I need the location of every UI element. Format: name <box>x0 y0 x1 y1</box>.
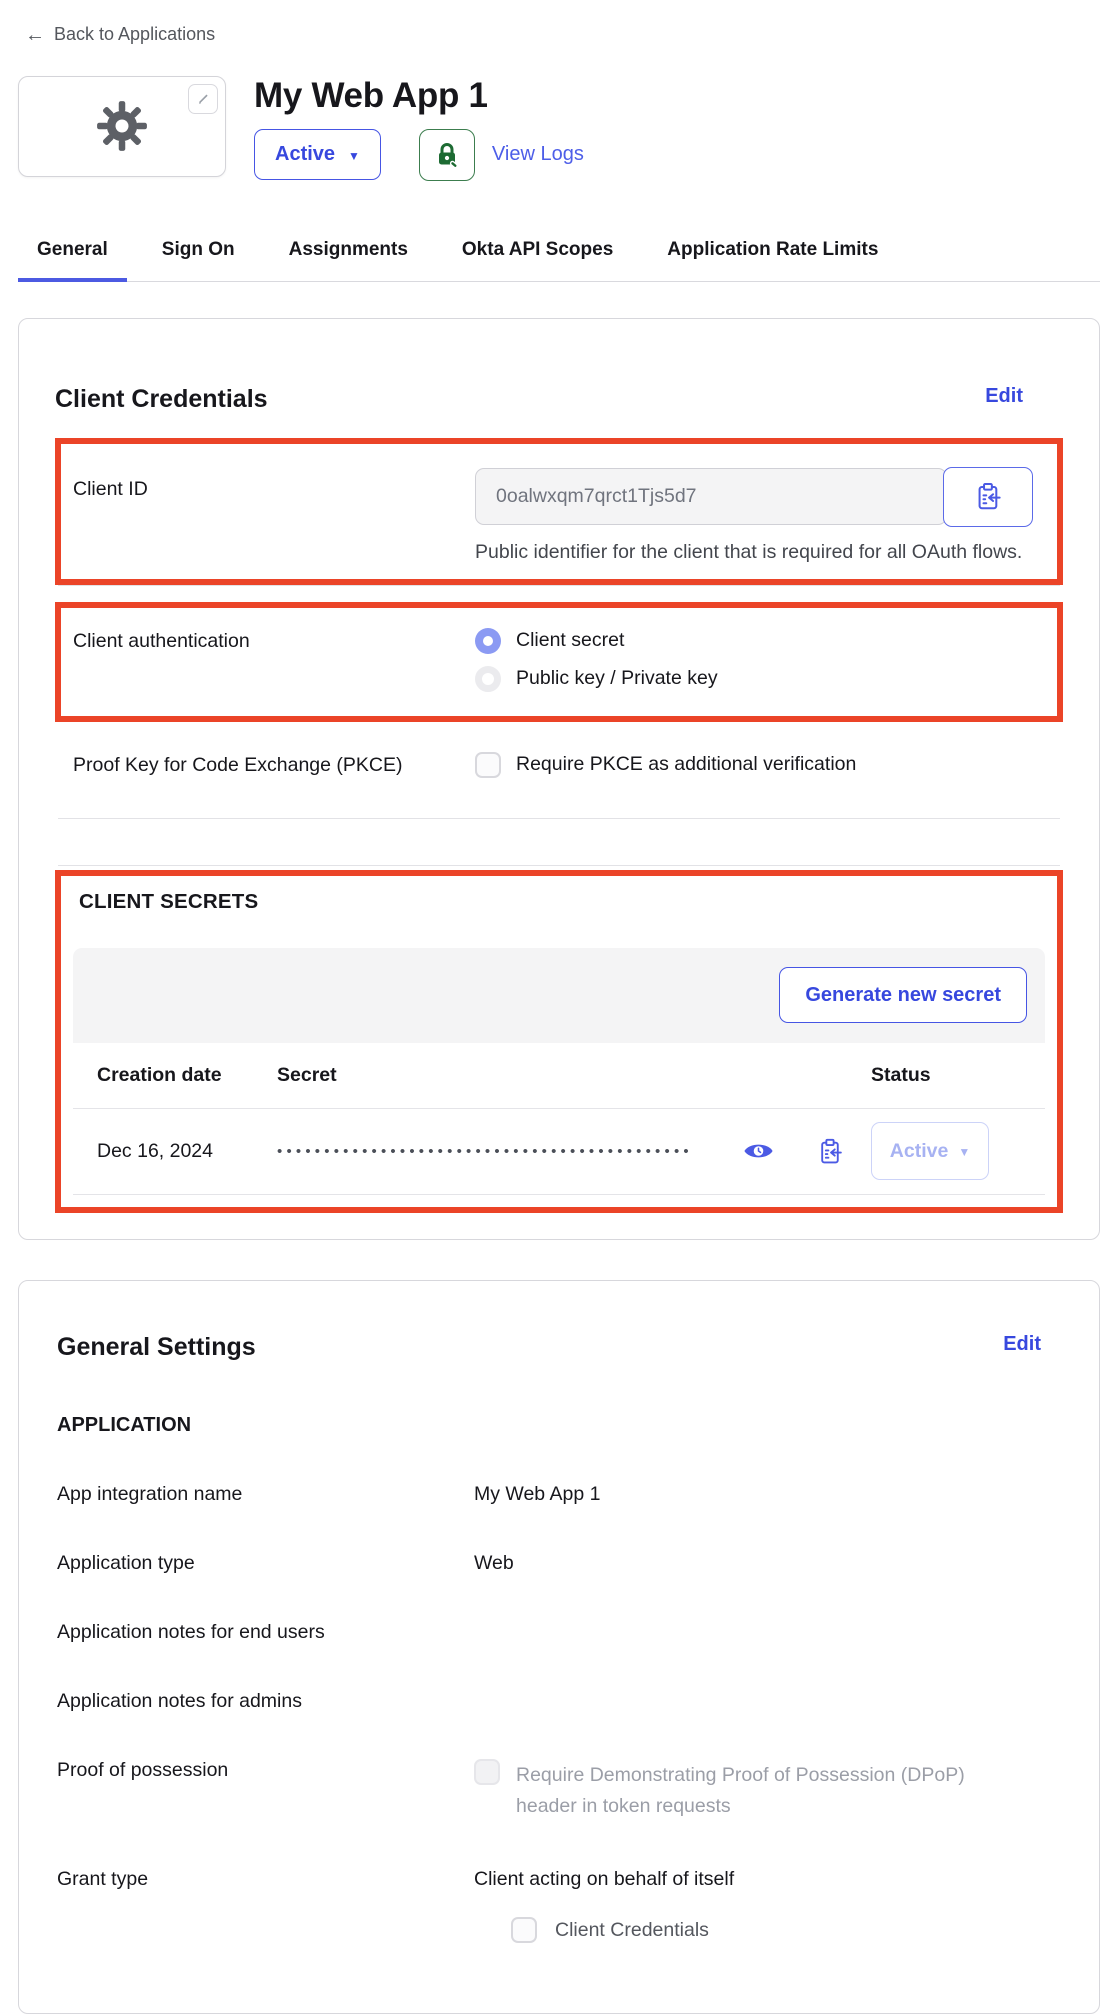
general-settings-edit-link[interactable]: Edit <box>1003 1332 1041 1355</box>
app-header <box>18 76 1100 181</box>
chevron-down-icon: ▼ <box>958 1145 971 1160</box>
view-logs-link[interactable]: View Logs <box>491 143 584 165</box>
app-notes-admins-row <box>57 1690 1061 1713</box>
proof-of-possession-label: Proof of possession <box>57 1758 229 1781</box>
client-secrets-table <box>73 1043 1045 1195</box>
app-title: My Web App 1 <box>254 75 488 115</box>
app-integration-name-row <box>57 1483 1061 1506</box>
tab-general[interactable]: General <box>18 239 127 281</box>
row-value <box>474 1621 1061 1644</box>
app-logo-tile <box>18 76 226 177</box>
client-secret-table-row <box>73 1109 1045 1195</box>
dpop-checkbox-label: Require Demonstrating Proof of Possession (DPoP) header in token requests <box>516 1763 965 1817</box>
back-link-label: Back to Applications <box>54 24 216 44</box>
client-authentication-highlight-box <box>55 602 1063 722</box>
lock-icon <box>432 140 462 170</box>
client-id-input[interactable] <box>475 468 947 525</box>
proof-of-possession-row <box>57 1759 1061 1822</box>
copy-secret-button[interactable] <box>818 1138 843 1165</box>
client-secrets-table-header <box>73 1043 1045 1109</box>
tab-okta-api-scopes[interactable]: Okta API Scopes <box>461 238 614 260</box>
back-to-applications-link[interactable] <box>25 24 215 45</box>
dpop-checkbox-option <box>474 1759 1061 1822</box>
application-type-row <box>57 1552 1061 1575</box>
token-lock-button[interactable] <box>419 129 475 181</box>
client-credentials-title: Client Credentials <box>55 384 268 413</box>
grant-type-row <box>57 1868 1061 1943</box>
eye-icon <box>743 1140 774 1162</box>
radio-selected-icon[interactable] <box>475 628 501 654</box>
masked-secret-value: •••••••••••••••••••••••••••••••••••••••••••• <box>277 1142 693 1160</box>
row-label: App integration name <box>57 1482 243 1505</box>
radio-option-label: Client secret <box>516 629 625 652</box>
tab-sign-on[interactable]: Sign On <box>161 238 235 260</box>
section-divider <box>58 865 1060 866</box>
client-credentials-card <box>18 318 1100 1240</box>
client-credentials-checkbox[interactable] <box>511 1917 537 1943</box>
radio-option-public-private-key[interactable] <box>475 666 1045 692</box>
copy-to-clipboard-icon <box>818 1138 843 1165</box>
client-id-description: Public identifier for the client that is required for all OAuth flows. <box>475 540 1023 563</box>
radio-option-label: Public key / Private key <box>516 667 718 690</box>
client-authentication-options <box>475 620 1045 704</box>
row-label: Application notes for admins <box>57 1689 302 1712</box>
header-actions <box>254 129 584 181</box>
client-authentication-label: Client authentication <box>73 629 250 652</box>
row-value: Web <box>474 1551 514 1574</box>
client-authentication-row <box>73 620 1045 704</box>
grant-type-value: Client acting on behalf of itself <box>474 1868 735 1891</box>
client-secrets-toolbar <box>73 948 1045 1043</box>
pkce-row <box>73 752 1063 778</box>
application-section-title: APPLICATION <box>57 1413 192 1436</box>
pkce-checkbox-option[interactable] <box>475 752 1063 778</box>
pkce-checkbox-label: Require PKCE as additional verification <box>516 753 857 776</box>
secret-status-cell <box>871 1122 1021 1180</box>
client-id-field-group <box>475 456 1045 567</box>
radio-option-client-secret[interactable] <box>475 628 1045 654</box>
client-credentials-checkbox-label: Client Credentials <box>555 1918 709 1941</box>
radio-unselected-icon[interactable] <box>475 666 501 692</box>
gear-icon <box>96 100 148 152</box>
row-value <box>474 1690 1061 1713</box>
copy-client-id-button[interactable] <box>943 467 1033 527</box>
chevron-down-icon: ▼ <box>348 148 360 163</box>
general-settings-title: General Settings <box>57 1332 256 1361</box>
app-notes-end-users-row <box>57 1621 1061 1644</box>
secret-status-label: Active <box>889 1139 949 1162</box>
pkce-checkbox[interactable] <box>475 752 501 778</box>
client-id-row <box>73 456 1045 567</box>
row-value: My Web App 1 <box>474 1482 601 1505</box>
client-secrets-title: CLIENT SECRETS <box>79 889 259 913</box>
client-credentials-checkbox-option[interactable] <box>511 1917 1061 1943</box>
row-label: Application type <box>57 1551 195 1574</box>
tab-bar <box>18 239 1100 282</box>
pencil-icon <box>196 91 211 106</box>
app-header-main <box>254 76 584 181</box>
grant-type-label: Grant type <box>57 1868 149 1891</box>
client-id-highlight-box <box>55 438 1063 585</box>
tab-assignments[interactable]: Assignments <box>288 238 408 260</box>
edit-logo-button[interactable] <box>188 84 218 114</box>
app-status-dropdown[interactable] <box>254 129 381 180</box>
dpop-checkbox-disabled[interactable] <box>474 1759 500 1785</box>
row-divider <box>58 585 1060 586</box>
pkce-label: Proof Key for Code Exchange (PKCE) <box>73 753 403 776</box>
generate-new-secret-button[interactable]: Generate new secret <box>779 967 1027 1023</box>
col-creation-date: Creation date <box>97 1063 222 1086</box>
copy-to-clipboard-icon <box>975 482 1002 511</box>
secret-cell <box>277 1138 871 1165</box>
reveal-secret-button[interactable] <box>743 1140 774 1162</box>
app-status-label: Active <box>275 143 336 165</box>
client-credentials-header <box>55 385 1063 414</box>
client-id-label: Client ID <box>73 477 148 500</box>
section-divider <box>58 818 1060 819</box>
general-settings-card <box>18 1280 1100 2014</box>
client-secrets-highlight-box <box>55 870 1063 1213</box>
client-credentials-edit-link[interactable]: Edit <box>985 384 1023 407</box>
col-secret: Secret <box>277 1063 337 1086</box>
col-status: Status <box>871 1063 931 1086</box>
secret-status-dropdown-disabled[interactable] <box>871 1122 989 1180</box>
tab-application-rate-limits[interactable]: Application Rate Limits <box>667 238 879 260</box>
general-settings-header <box>57 1333 1061 1362</box>
grant-type-value-group <box>474 1868 1061 1943</box>
row-label: Application notes for end users <box>57 1620 325 1643</box>
back-arrow-icon: ← <box>25 23 45 46</box>
secret-creation-date: Dec 16, 2024 <box>97 1139 214 1162</box>
